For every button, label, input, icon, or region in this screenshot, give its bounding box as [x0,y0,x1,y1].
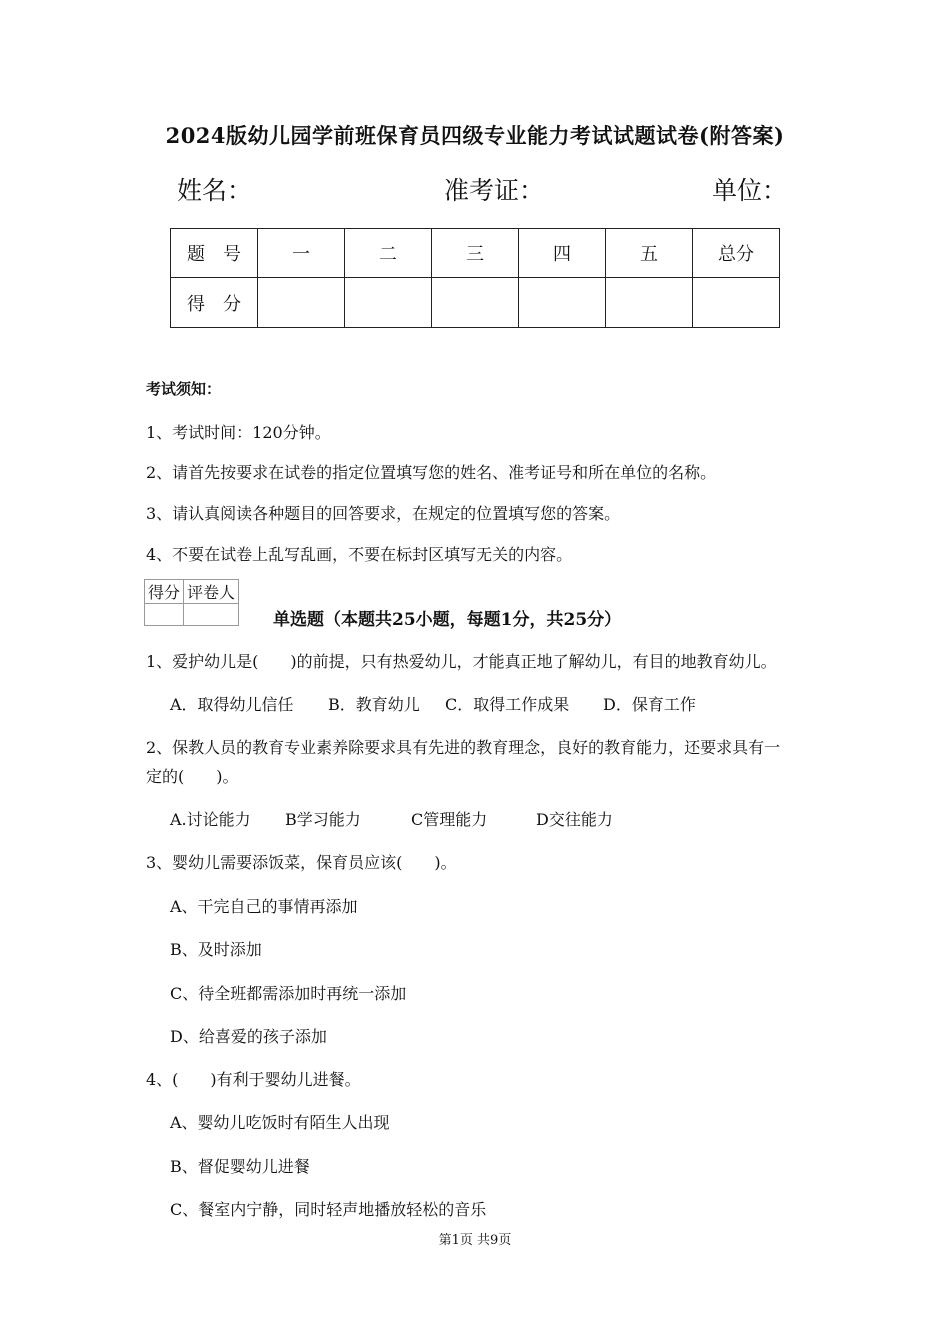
option-a: A．取得幼儿信任 [170,695,294,714]
grader-name-label: 评卷人 [184,580,239,604]
notice-item: 3、请认真阅读各种题目的回答要求，在规定的位置填写您的答案。 [146,504,621,523]
score-table-header-row [171,229,780,278]
page-title: 2024版幼儿园学前班保育员四级专业能力考试试题试卷(附答案) [165,123,785,148]
option-d: D、给喜爱的孩子添加 [170,1027,327,1046]
score-cell [693,278,780,328]
option-c: C、餐室内宁静，同时轻声地播放轻松的音乐 [170,1200,487,1219]
score-header-cell: 三 [432,229,519,278]
question-stem: 3、婴幼儿需要添饭菜，保育员应该( )。 [146,853,457,872]
option-b: B、督促婴幼儿进餐 [170,1157,310,1176]
score-table-score-row [171,278,780,328]
score-cell [432,278,519,328]
notice-item: 4、不要在试卷上乱写乱画，不要在标封区填写无关的内容。 [146,545,573,564]
name-label: 姓名： [177,176,253,205]
exam-id-label: 准考证： [444,176,545,205]
option-b: B、及时添加 [170,940,262,959]
option-b: B．教育幼儿 [328,695,420,714]
score-header-cell: 总分 [693,229,780,278]
score-row-label: 得 分 [171,278,258,328]
notice-item: 2、请首先按要求在试卷的指定位置填写您的姓名、准考证号和所在单位的名称。 [146,463,717,482]
grader-score-label: 得分 [145,580,184,604]
notice-heading: 考试须知： [146,380,222,398]
score-header-cell: 四 [519,229,606,278]
option-a: A、婴幼儿吃饭时有陌生人出现 [170,1113,390,1132]
option-a: A、干完自己的事情再添加 [170,897,358,916]
question-stem: 4、( )有利于婴幼儿进餐。 [146,1070,361,1089]
page-footer: 第1页 共9页 [438,1233,512,1248]
option-b: B学习能力 [285,810,361,829]
grader-score-cell [145,604,184,626]
question-stem-continued: 定的( )。 [146,767,239,786]
option-c: C．取得工作成果 [445,695,570,714]
score-header-cell: 题 号 [171,229,258,278]
notice-item: 1、考试时间：120分钟。 [146,423,331,442]
question-stem: 2、保教人员的教育专业素养除要求具有先进的教育理念，良好的教育能力，还要求具有一 [146,738,781,757]
score-header-cell: 一 [258,229,345,278]
score-cell [345,278,432,328]
score-cell [258,278,345,328]
option-d: D．保育工作 [603,695,696,714]
option-a: A.讨论能力 [170,810,251,829]
grader-box [144,579,239,626]
unit-label: 单位： [712,176,788,205]
score-header-cell: 五 [606,229,693,278]
score-table [170,228,780,328]
option-c: C、待全班都需添加时再统一添加 [170,984,407,1003]
score-cell [519,278,606,328]
score-cell [606,278,693,328]
option-d: D交往能力 [536,810,613,829]
section-title: 单选题（本题共25小题，每题1分，共25分） [273,610,622,630]
score-header-cell: 二 [345,229,432,278]
grader-name-cell [184,604,239,626]
question-stem: 1、爱护幼儿是( )的前提，只有热爱幼儿，才能真正地了解幼儿，有目的地教育幼儿。 [146,652,777,671]
option-c: C管理能力 [411,810,488,829]
